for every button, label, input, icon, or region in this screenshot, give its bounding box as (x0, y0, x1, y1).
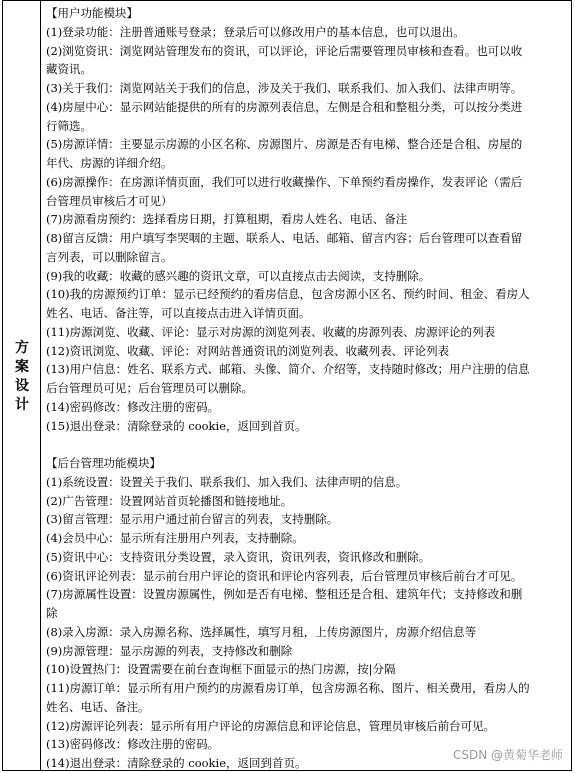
content-line: 言列表，可以删除留言。 (46, 249, 173, 264)
content-line: (6)房源操作：在房源详情页面，我们可以进行收藏操作、下单预约看房操作，发表评论（需后 (46, 174, 523, 189)
content-line: (11)房源订单：显示所有用户预约的房源看房订单，包含房源名称、图片、相关费用，看房人的 (46, 681, 530, 695)
content-line: (5)房源详情：主要显示房源的小区名称、房源图片、房源是否有电梯、整合还是合租、房屋的 (46, 137, 523, 152)
content-line: (13)密码修改：修改注册的密码。 (46, 737, 220, 752)
content-line: (1)系统设置：设置关于我们、联系我们、加入我们、法律声明的信息。 (46, 474, 408, 489)
content-line: (3)留言管理：显示用户通过前台留言的列表，支持删除。 (46, 512, 339, 527)
watermark: CSDN @黄菊华老师 (452, 748, 563, 762)
content-line: (10)设置热门：设置需要在前台查询框下面显示的热门房源，按|分隔 (46, 662, 396, 677)
side-label-char: 计 (15, 397, 29, 413)
content-line: (8)留言反馈：用户填写李哭咽的主题、联系人、电话、邮箱、留言内容；后台管理可以查看留 (46, 231, 523, 245)
content-line: (4)会员中心：显示所有注册用户列表，支持删除。 (46, 531, 304, 545)
content-line (46, 435, 565, 454)
content-line: (5)资讯中心：支持资讯分类设置，录入资讯，资讯列表，资讯修改和删除。 (46, 549, 431, 564)
content-line: 姓名、电话、备注等，可以直接点击进入详情页面。 (46, 306, 311, 320)
side-label-char: 方 (15, 340, 29, 356)
content-line: (14)密码修改：修改注册的密码。 (46, 399, 220, 414)
content-cell (41, 1, 571, 770)
content-line: 姓名、电话、备注。 (46, 699, 150, 714)
content-line: (12)房源评论列表：显示所有用户评论的房源信息和评论信息，管理员审核后前台可见。 (46, 718, 496, 733)
content-line: 年代、房源的详细介绍。 (46, 156, 173, 170)
content-line: 行筛选。 (46, 118, 92, 133)
content-line: (7)房源看房预约：选择看房日期，打算租期，看房人姓名、电话、备注 (46, 212, 408, 227)
content-line: 台管理员审核后才可见） (46, 193, 173, 208)
content-line: (15)退出登录：清除登录的 cookie，返回到首页。 (46, 418, 307, 433)
content-line: (11)房源浏览、收藏、评论：显示对房源的浏览列表、收藏的房源列表、房源评论的列表 (46, 324, 496, 339)
content-line: (7)房源属性设置：设置房源属性，例如是否有电梯、整租还是合租、建筑年代；支持修改和删 (46, 587, 523, 602)
content-line: (2)浏览资讯：浏览网站管理发布的资讯，可以评论，评论后需要管理员审核和查看。也可以收 (46, 43, 523, 58)
content-line: (6)资讯评论列表：显示前台用户评论的资讯和评论内容列表，后台管理员审核后前台才可见。 (46, 568, 523, 583)
content-line: (3)关于我们：浏览网站关于我们的信息，涉及关于我们、联系我们、加入我们、法律声明等。 (46, 81, 523, 95)
content-line: 除 (46, 606, 58, 620)
content-line: (12)资讯浏览、收藏、评论：对网站普通资讯的浏览列表、收藏列表、评论列表 (46, 343, 450, 358)
side-label-char: 案 (15, 359, 29, 375)
content-line: 后台管理员可见；后台管理员可以删除。 (46, 381, 253, 395)
content-line: (14)退出登录：清除登录的 cookie，返回到首页。 (46, 756, 307, 770)
content-line: (2)广告管理：设置网站首页轮播图和链接地址。 (46, 493, 293, 508)
content-line: 【后台管理功能模块】 (46, 456, 161, 470)
content-line: (8)录入房源：录入房源名称、选择属性，填写月租，上传房源图片，房源介绍信息等 (46, 624, 477, 639)
content-line: (4)房屋中心：显示网站能提供的所有的房源列表信息，左侧是合租和整租分类，可以按分类进 (46, 99, 523, 114)
side-label-char: 设 (15, 378, 29, 394)
content-line: (9)房源管理：显示房源的列表，支持修改和删除 (46, 643, 293, 658)
side-label-cell (3, 1, 41, 770)
content-line: (9)我的收藏：收藏的感兴趣的资讯文章，可以直接点击去阅读，支持删除。 (46, 268, 431, 283)
side-label (3, 339, 41, 415)
content-line: 【用户功能模块】 (46, 6, 138, 20)
content-line: (13)用户信息：姓名、联系方式、邮箱、头像、简介、介绍等，支持随时修改；用户注册的信息 (46, 362, 530, 377)
document-table (2, 0, 572, 771)
content-line: (1)登录功能：注册普通账号登录；登录后可以修改用户的基本信息，也可以退出。 (46, 24, 465, 39)
content-line: 藏资讯。 (46, 62, 92, 77)
content-line: (10)我的房源预约订单：显示已经预约的看房信息，包含房源小区名、预约时间、租金、看房人 (46, 287, 530, 302)
